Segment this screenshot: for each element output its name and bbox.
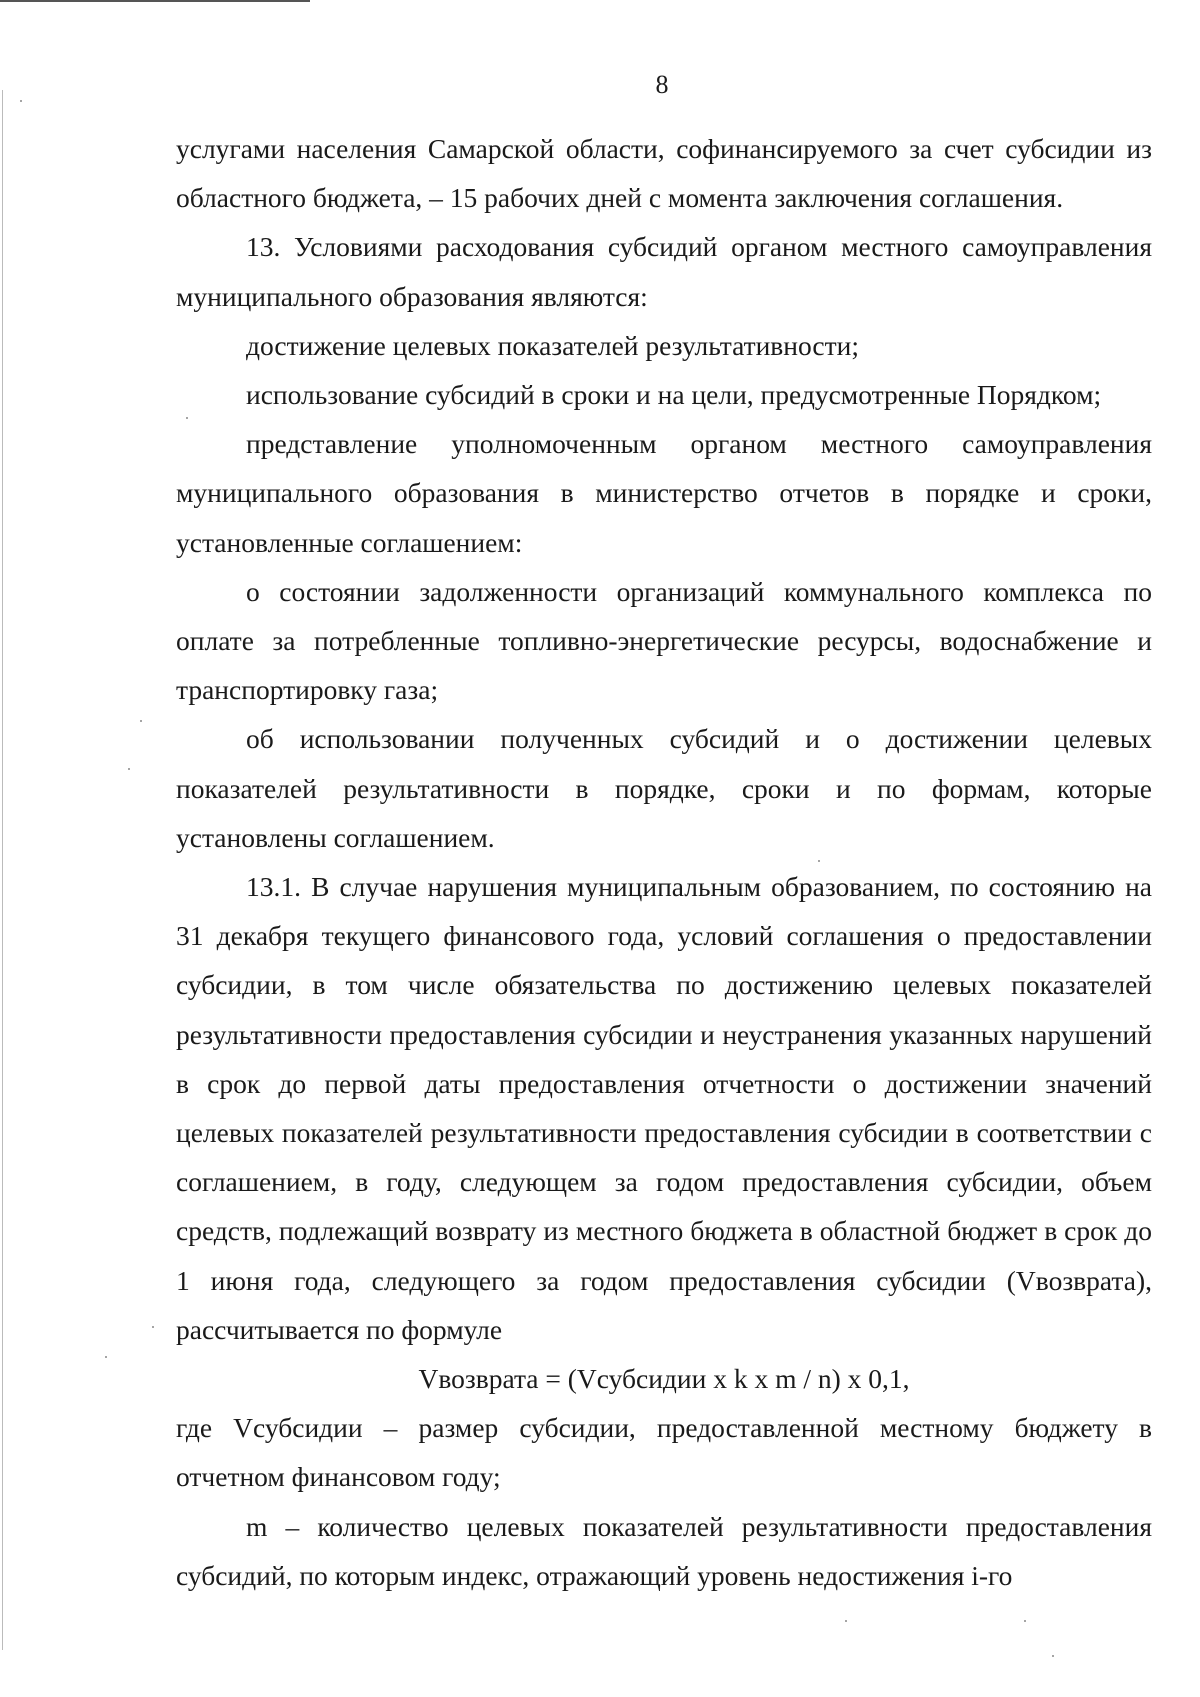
document-body — [176, 124, 1152, 1600]
paragraph-13-conditions: 13. Условиями расходования субсидий органом местного самоуправления муниципального образования являются: — [176, 231, 1152, 312]
paragraph-report-usage: об использовании полученных субсидий и о достижении целевых показателей результативности в порядке, сроки и по формам, которые установлены соглашением. — [176, 723, 1152, 853]
scan-speck — [818, 860, 820, 862]
scan-speck — [1024, 1620, 1026, 1622]
scan-speck — [140, 720, 142, 722]
paragraph-report-debt: о состоянии задолженности организаций коммунального комплекса по оплате за потребленные топливно-энергетические ресурсы, водоснабжение и транспортировку газа; — [176, 575, 1152, 706]
scan-speck — [845, 1620, 847, 1622]
scan-speck — [186, 417, 188, 419]
paragraph-condition-reports: представление уполномоченным органом местного самоуправления муниципального образования в министерство отчетов в порядке и сроки, установленные соглашением: — [176, 428, 1152, 558]
paragraph-formula-where: где Vсубсидии – размер субсидии, предоставленной местному бюджету в отчетном финансовом году; — [176, 1412, 1152, 1493]
paragraph-condition-usage: использование субсидий в сроки и на цели, предусмотренные Порядком; — [246, 379, 1102, 411]
scan-speck — [20, 100, 22, 102]
scan-speck — [152, 1326, 154, 1328]
paragraph-deadline-continuation: услугами населения Самарской области, софинансируемого за счет субсидии из областного бюджета, – 15 рабочих дней с момента заключения соглашения. — [176, 133, 1152, 214]
scan-speck — [1052, 1655, 1054, 1657]
formula: Vвозврата = (Vсубсидии x k x m / n) x 0,1, — [418, 1363, 910, 1395]
paragraph-m-definition: m – количество целевых показателей результативности предоставления субсидий, по которым индекс, отражающий уровень недостижения i-го — [176, 1510, 1152, 1591]
scan-speck — [128, 768, 130, 770]
scan-left-edge — [2, 90, 3, 1650]
scan-speck — [105, 1356, 107, 1358]
scan-top-edge — [0, 0, 310, 2]
paragraph-condition-targets: достижение целевых показателей результативности; — [246, 329, 860, 361]
page-number: 8 — [655, 70, 669, 99]
paragraph-13-1-violation: 13.1. В случае нарушения муниципальным образованием, по состоянию на 31 декабря текущего финансового года, условий соглашения о предоставлении субсидии, в том числе обязательства по достижению целевых показателей результативности предоставления субсидии и неустранения указанных нарушений в срок до первой даты предоставления отчетности о достижении значений целевых показателей результативности предоставления субсидии в соответствии с соглашением, в году, следующем за годом предоставления субсидии, объем средств, подлежащий возврату из местного бюджета в областной бюджет в срок до 1 июня года, следующего за годом предоставления субсидии (Vвозврата), рассчитывается по формуле — [176, 871, 1152, 1345]
